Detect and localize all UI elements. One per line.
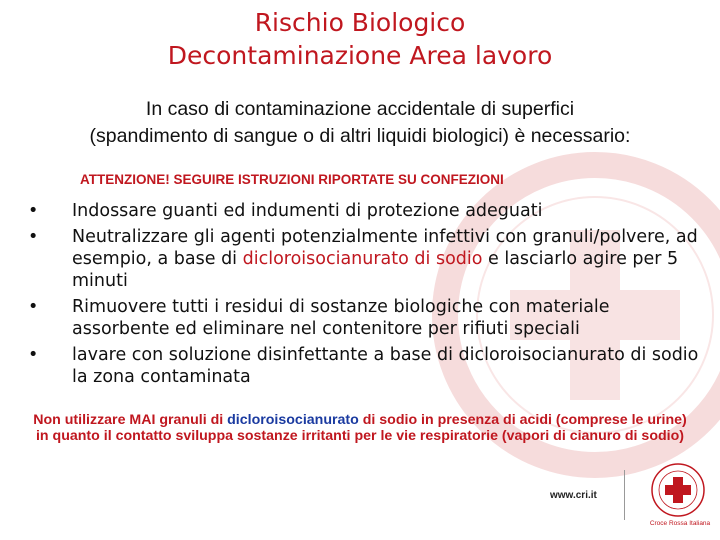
title-line-1: Rischio Biologico	[254, 8, 466, 37]
footer-url: www.cri.it	[550, 490, 597, 501]
list-item-text: Neutralizzare gli agenti potenzialmente infettivi con granuli/polvere, ad esempio, a base di	[72, 227, 698, 269]
footer-divider	[624, 470, 625, 520]
intro-text	[0, 96, 720, 150]
title-line-2: Decontaminazione Area lavoro	[167, 41, 553, 70]
bullet-icon: •	[28, 345, 39, 365]
list-item-text: Rimuovere tutti i residui di sostanze biologiche con materiale assorbente ed eliminare nel contenitore per rifiuti speciali	[72, 297, 610, 339]
warning-highlight: dicloroisocianurato	[227, 412, 359, 428]
list-item	[28, 296, 708, 340]
chemical-highlight: dicloroisocianurato di sodio	[242, 249, 483, 269]
logo-caption: Croce Rossa Italiana	[649, 520, 711, 527]
list-item-text: Indossare guanti ed indumenti di protezione adeguati	[72, 201, 543, 221]
bullet-icon: •	[28, 227, 39, 247]
list-item	[28, 226, 708, 292]
list-item	[28, 200, 708, 222]
list-item-text: lavare con soluzione disinfettante a base di dicloroisocianurato di sodio la zona contaminata	[72, 345, 699, 387]
intro-line-1: In caso di contaminazione accidentale di superfici	[145, 98, 575, 120]
list-item-text-tail: e lasciarlo agire per 5 minuti	[72, 249, 679, 291]
bullet-icon: •	[28, 201, 39, 221]
warning-text	[30, 412, 690, 444]
intro-line-2: (spandimento di sangue o di altri liquidi biologici) è necessario:	[89, 125, 631, 147]
bullet-icon: •	[28, 297, 39, 317]
instruction-list	[28, 200, 708, 392]
red-cross-logo-icon	[650, 462, 706, 518]
attention-notice: ATTENZIONE! SEGUIRE ISTRUZIONI RIPORTATE SU CONFEZIONI	[80, 172, 504, 187]
list-item	[28, 344, 708, 388]
page-title	[0, 6, 720, 72]
warning-text-end: di sodio in presenza di acidi (comprese le urine) in quanto il contatto sviluppa sostanze irritanti per le vie respiratorie (vapori di cianuro di sodio)	[35, 412, 687, 444]
warning-text-start: Non utilizzare MAI granuli di	[33, 412, 228, 428]
